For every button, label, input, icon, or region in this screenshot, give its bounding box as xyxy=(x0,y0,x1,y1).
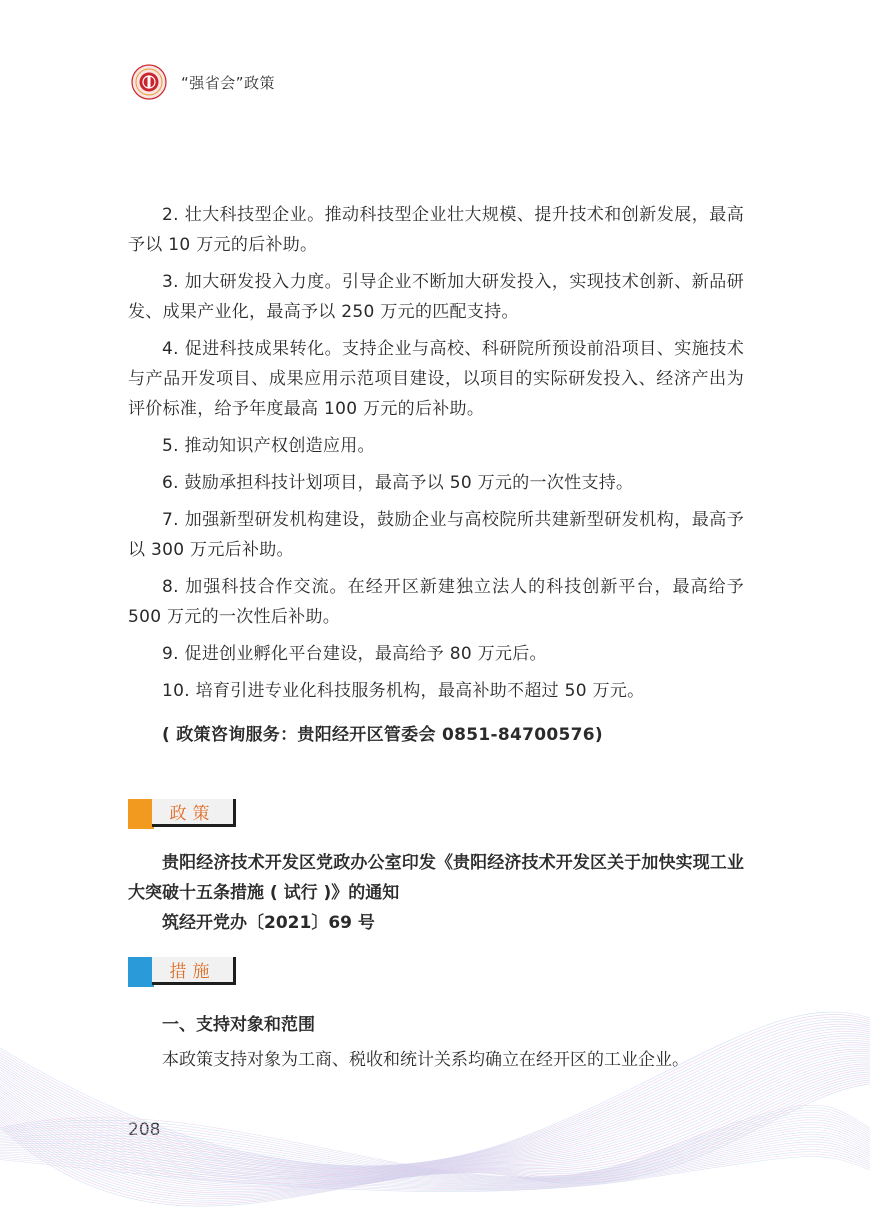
tag-label: 措施 xyxy=(152,957,236,985)
tag-label: 政策 xyxy=(152,799,236,827)
wave-line xyxy=(0,1154,870,1191)
policy-item: 2. 壮大科技型企业。推动科技型企业壮大规模、提升技术和创新发展，最高予以 10 万元的后补助。 xyxy=(128,205,744,255)
policy-tag xyxy=(128,799,236,829)
wave-line xyxy=(0,1134,870,1184)
consult-info: ( 政策咨询服务：贵阳经开区管委会 0851-84700576) xyxy=(162,725,603,745)
tag-accent-bar xyxy=(128,957,154,987)
section-body: 本政策支持对象为工商、税收和统计关系均确立在经开区的工业企业。 xyxy=(162,1050,689,1070)
tag-accent-bar xyxy=(128,799,154,829)
wave-line xyxy=(0,1147,870,1188)
policy-item: 10. 培育引进专业化科技服务机构，最高补助不超过 50 万元。 xyxy=(162,681,645,701)
policy-item: 4. 促进科技成果转化。支持企业与高校、科研院所预设前沿项目、实施技术与产品开发项目、成果应用示范项目建设，以项目的实际研发投入、经济产出为评价标准，给予年度最高 100 万元的后补助。 xyxy=(128,339,744,419)
wave-line xyxy=(0,1105,870,1177)
document-number: 筑经开党办〔2021〕69 号 xyxy=(162,913,375,933)
notice-block xyxy=(128,848,744,938)
policy-item: 6. 鼓励承担科技计划项目，最高予以 50 万元的一次性支持。 xyxy=(162,473,634,493)
section-title: 一、支持对象和范围 xyxy=(162,1015,315,1035)
wave-line xyxy=(0,1137,870,1185)
wave-line xyxy=(0,1152,870,1190)
emblem-logo-icon xyxy=(131,64,167,100)
policy-item: 9. 促进创业孵化平台建设，最高给予 80 万元后。 xyxy=(162,644,547,664)
section-block xyxy=(128,1010,744,1075)
wave-line xyxy=(0,1149,870,1189)
page-header xyxy=(131,64,275,100)
wave-line xyxy=(0,1157,870,1192)
policy-item: 5. 推动知识产权创造应用。 xyxy=(162,436,375,456)
notice-title: 贵阳经济技术开发区党政办公室印发《贵阳经济技术开发区关于加快实现工业大突破十五条措施 ( 试行 )》的通知 xyxy=(128,853,744,903)
wave-line xyxy=(0,1139,870,1186)
header-title: “强省会”政策 xyxy=(181,73,276,92)
wave-line xyxy=(0,1144,870,1187)
policy-item: 8. 加强科技合作交流。在经开区新建独立法人的科技创新平台，最高给予 500 万元的一次性后补助。 xyxy=(128,577,744,627)
policy-items xyxy=(128,200,744,757)
wave-line xyxy=(0,1142,870,1187)
wave-line xyxy=(0,1082,870,1204)
wave-line xyxy=(0,1080,870,1202)
measure-tag xyxy=(128,957,236,987)
policy-item: 7. 加强新型研发机构建设，鼓励企业与高校院所共建新型研发机构，最高予以 300 万元后补助。 xyxy=(128,510,744,560)
page-number: 208 xyxy=(128,1120,161,1140)
wave-line xyxy=(0,1084,870,1206)
wave-line xyxy=(0,1108,870,1178)
policy-item: 3. 加大研发投入力度。引导企业不断加大研发投入，实现技术创新、新品研发、成果产业化，最高予以 250 万元的匹配支持。 xyxy=(128,272,744,322)
